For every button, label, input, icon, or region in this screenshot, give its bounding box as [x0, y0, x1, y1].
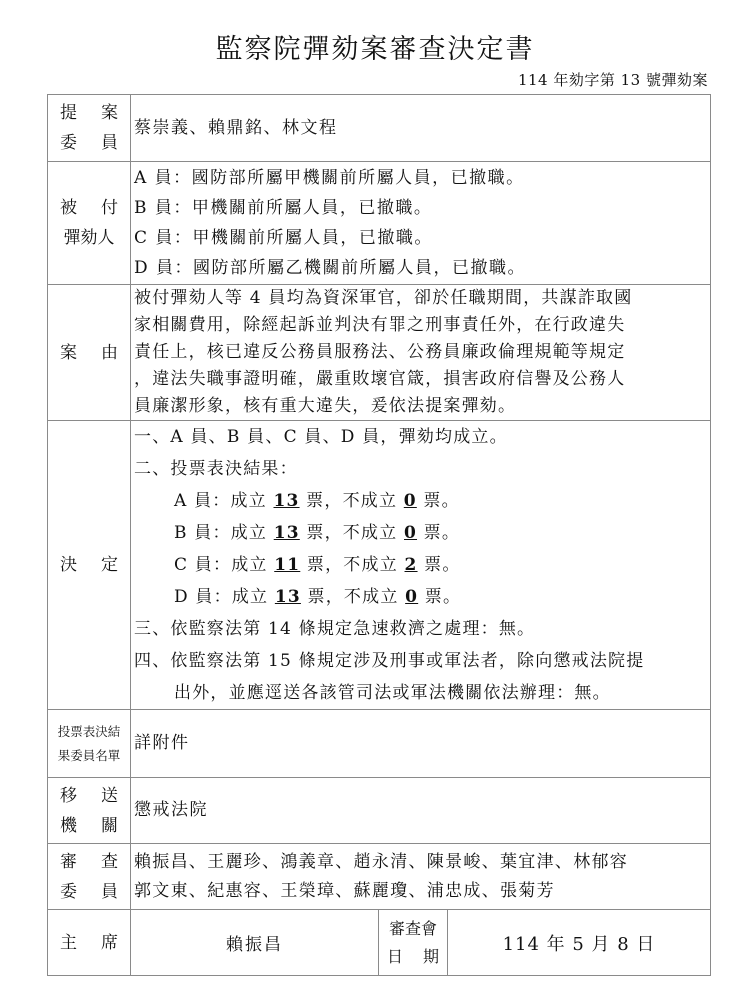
row-proposers	[48, 95, 711, 162]
row-transfer	[48, 778, 711, 844]
row-reason	[48, 285, 711, 421]
document-title: 監察院彈劾案審查決定書	[215, 34, 535, 65]
respondents-list	[131, 162, 711, 285]
reviewers-label: 審 查 委 員	[48, 844, 131, 910]
respondent-item: D 員：國防部所屬乙機關前所屬人員，已撤職。	[134, 258, 527, 278]
no-count: 0	[404, 523, 418, 543]
vote-list-label: 投票表決結 果委員名單	[48, 710, 131, 778]
decision-item-4: 四、依監察法第 15 條規定涉及刑事或軍法者，除向懲戒法院提	[134, 651, 645, 671]
reason-text: 被付彈劾人等 4 員均為資深軍官，卻於任職期間，共謀詐取國 家相關費用，除經起訴並判決有罪之刑事責任外，在行政違失 責任上，核已違反公務員服務法、公務員廉政倫理規範等規定 ，違法失職事證明確，嚴重敗壞官箴，損害政府信譽及公務人 員廉潔形象，核有重大違失，爰依法提案彈劾。	[131, 285, 711, 421]
vote-result: D 員：成立 13 票，不成立 0 票。	[174, 587, 462, 607]
no-count: 0	[403, 491, 417, 511]
decision-item-2: 二、投票表決結果：	[134, 459, 298, 479]
decision-item-1: 一、A 員、B 員、C 員、D 員，彈劾均成立。	[134, 427, 508, 447]
yes-count: 13	[273, 523, 300, 543]
reviewers-list: 賴振昌、王麗珍、鴻義章、趙永清、陳景峻、葉宜津、林郁容 郭文東、紀惠容、王榮璋、蘇麗瓊、浦忠成、張菊芳	[131, 844, 711, 910]
no-count: 0	[405, 587, 419, 607]
respondent-item: A 員：國防部所屬甲機關前所屬人員，已撤職。	[134, 168, 525, 188]
reason-label: 案 由	[48, 285, 131, 421]
vote-result: A 員：成立 13 票，不成立 0 票。	[174, 491, 460, 511]
chair-value: 賴振昌	[131, 910, 379, 976]
decision-label: 決 定	[48, 421, 131, 710]
decision-table	[47, 94, 711, 976]
case-number: 114 年劾字第 13 號彈劾案	[517, 71, 708, 89]
proposers-value: 蔡崇義、賴鼎銘、林文程	[131, 95, 711, 162]
respondents-label: 被 付 彈劾人	[48, 162, 131, 285]
yes-count: 11	[274, 555, 301, 575]
vote-list-value: 詳附件	[131, 710, 711, 778]
meeting-date-value: 114 年 5 月 8 日	[448, 910, 711, 976]
respondent-item: B 員：甲機關前所屬人員，已撤職。	[134, 198, 433, 218]
respondent-item: C 員：甲機關前所屬人員，已撤職。	[134, 228, 433, 248]
transfer-value: 懲戒法院	[131, 778, 711, 844]
vote-result: B 員：成立 13 票，不成立 0 票。	[174, 523, 461, 543]
row-chair	[48, 910, 711, 976]
yes-count: 13	[273, 491, 300, 511]
meeting-date-label: 審查會 日 期	[379, 910, 448, 976]
row-reviewers	[48, 844, 711, 910]
chair-label: 主 席	[48, 910, 131, 976]
decision-item-4-cont: 出外，並應逕送各該管司法或軍法機關依法辦理：無。	[174, 683, 611, 703]
proposers-label: 提 案 委 員	[48, 95, 131, 162]
row-decision	[48, 421, 711, 710]
row-respondents	[48, 162, 711, 285]
yes-count: 13	[274, 587, 301, 607]
decision-text	[131, 421, 711, 710]
transfer-label: 移 送 機 關	[48, 778, 131, 844]
row-vote-list	[48, 710, 711, 778]
no-count: 2	[404, 555, 418, 575]
vote-result: C 員：成立 11 票，不成立 2 票。	[174, 555, 461, 575]
decision-item-3: 三、依監察法第 14 條規定急速救濟之處理：無。	[134, 619, 536, 639]
